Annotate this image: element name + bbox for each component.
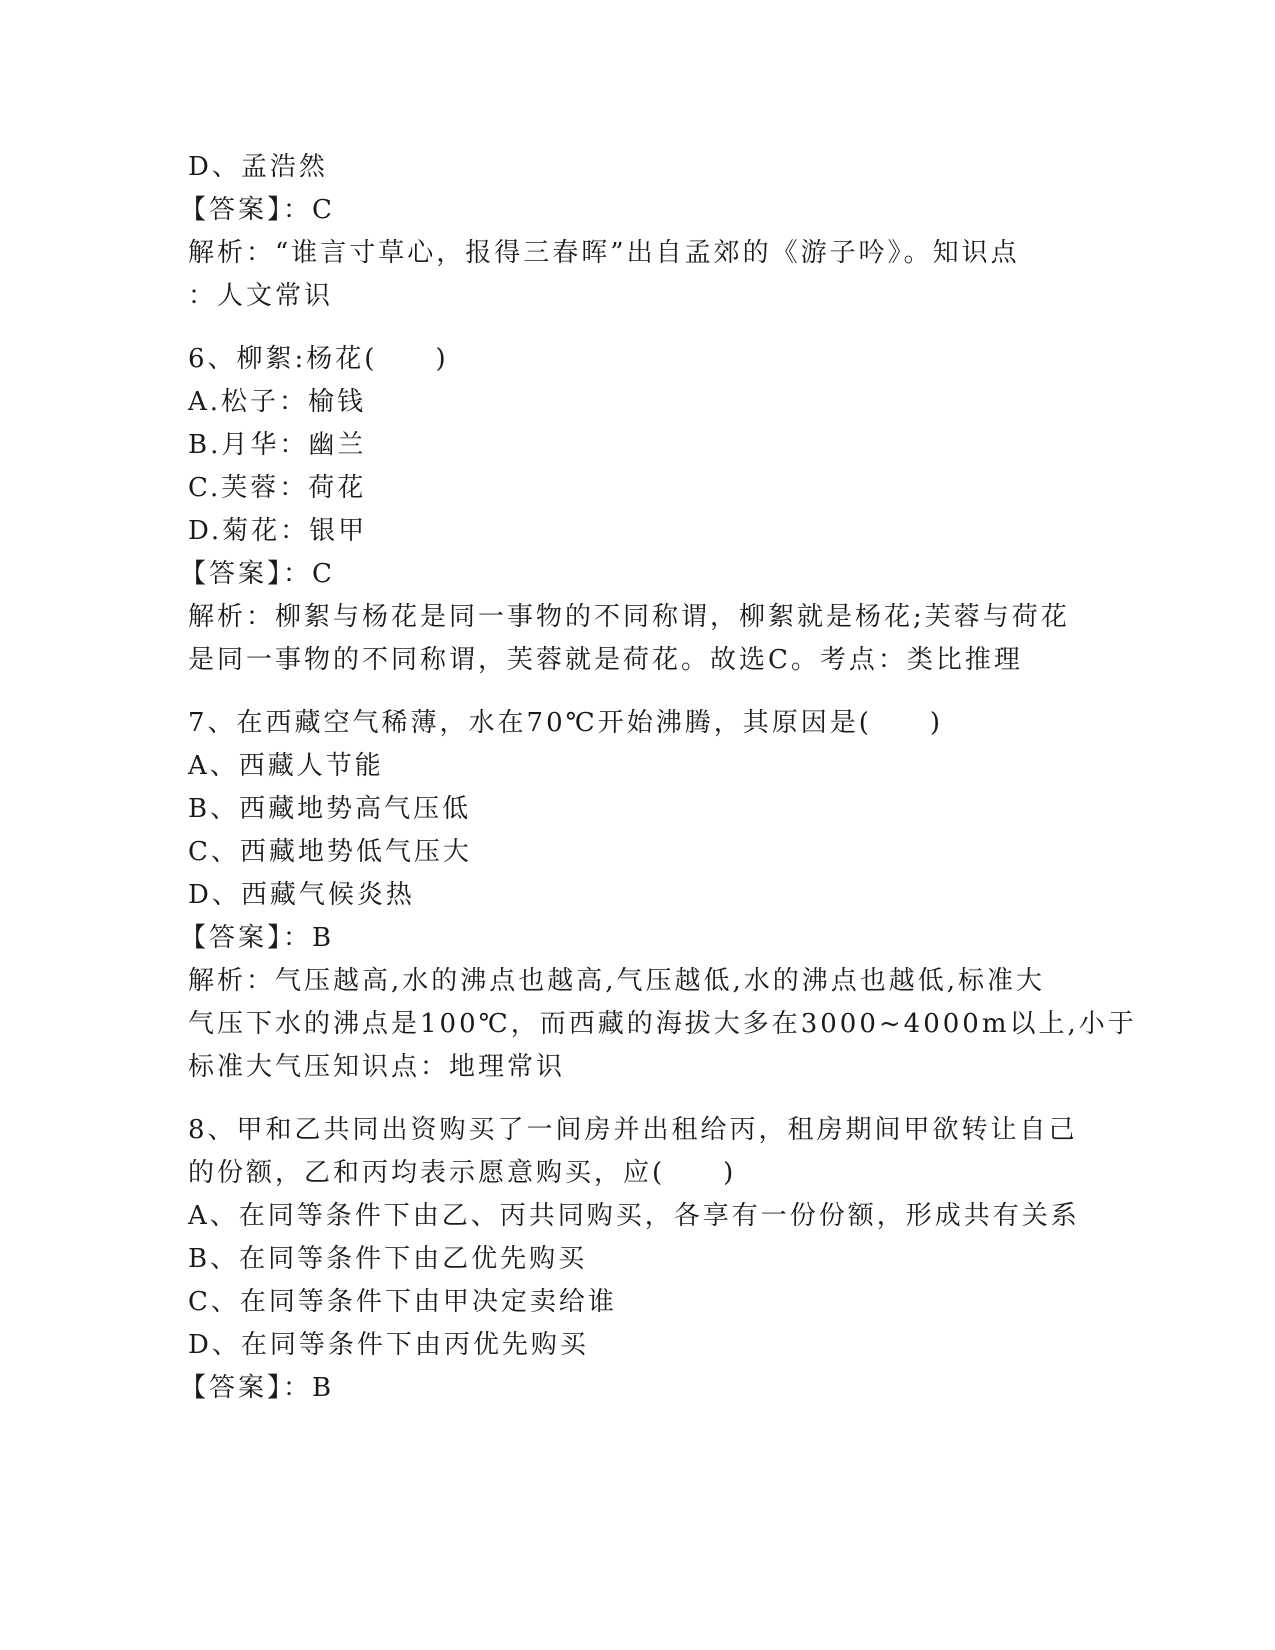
- option-d: D、西藏气候炎热: [188, 880, 415, 910]
- answer-line: 【答案】：B: [180, 1373, 335, 1403]
- option-c: C.芙蓉：荷花: [188, 473, 367, 503]
- option-c: C、西藏地势低气压大: [188, 837, 472, 867]
- option-c: C、在同等条件下由甲决定卖给谁: [188, 1287, 617, 1317]
- question-text: 6、柳絮:杨花( ): [188, 344, 449, 374]
- analysis-line: 标准大气压知识点：地理常识: [188, 1052, 566, 1082]
- option-a: A、西藏人节能: [188, 751, 384, 781]
- option-b: B、西藏地势高气压低: [188, 794, 472, 824]
- answer-line: 【答案】：C: [180, 195, 335, 225]
- question-text: 7、在西藏空气稀薄，水在70℃开始沸腾，其原因是( ): [188, 708, 943, 738]
- option-b: B.月华：幽兰: [188, 430, 367, 460]
- option-b: B、在同等条件下由乙优先购买: [188, 1244, 588, 1274]
- analysis-line: 是同一事物的不同称谓，芙蓉就是荷花。故选C。考点：类比推理: [188, 645, 1023, 675]
- analysis-line: 解析：“谁言寸草心，报得三春晖”出自孟郊的《游子吟》。知识点: [188, 238, 1020, 268]
- answer-line: 【答案】：B: [180, 923, 335, 953]
- option-d: D.菊花：银甲: [188, 516, 368, 546]
- question-text: 的份额，乙和丙均表示愿意购买，应( ): [188, 1158, 737, 1188]
- question-5-tail: [180, 146, 1088, 318]
- analysis-line: 气压下水的沸点是100℃，而西藏的海拔大多在3000~4000m以上,小于: [188, 1009, 1137, 1039]
- option-a: A、在同等条件下由乙、丙共同购买，各享有一份份额，形成共有关系: [188, 1201, 1080, 1231]
- question-text: 8、甲和乙共同出资购买了一间房并出租给丙，租房期间甲欲转让自己: [188, 1115, 1078, 1145]
- analysis-line: 解析：柳絮与杨花是同一事物的不同称谓，柳絮就是杨花;芙蓉与荷花: [188, 602, 1070, 632]
- option-a: A.松子：榆钱: [188, 387, 367, 417]
- question-8: [180, 1109, 1088, 1410]
- analysis-line: 解析：气压越高,水的沸点也越高,气压越低,水的沸点也越低,标准大: [188, 966, 1046, 996]
- option-d: D、孟浩然: [188, 152, 328, 182]
- document-page: [180, 146, 1137, 1410]
- option-d: D、在同等条件下由丙优先购买: [188, 1330, 589, 1360]
- analysis-line: ：人文常识: [188, 281, 334, 311]
- question-7: [180, 702, 1137, 1089]
- answer-line: 【答案】：C: [180, 559, 335, 589]
- question-6: [180, 338, 1088, 682]
